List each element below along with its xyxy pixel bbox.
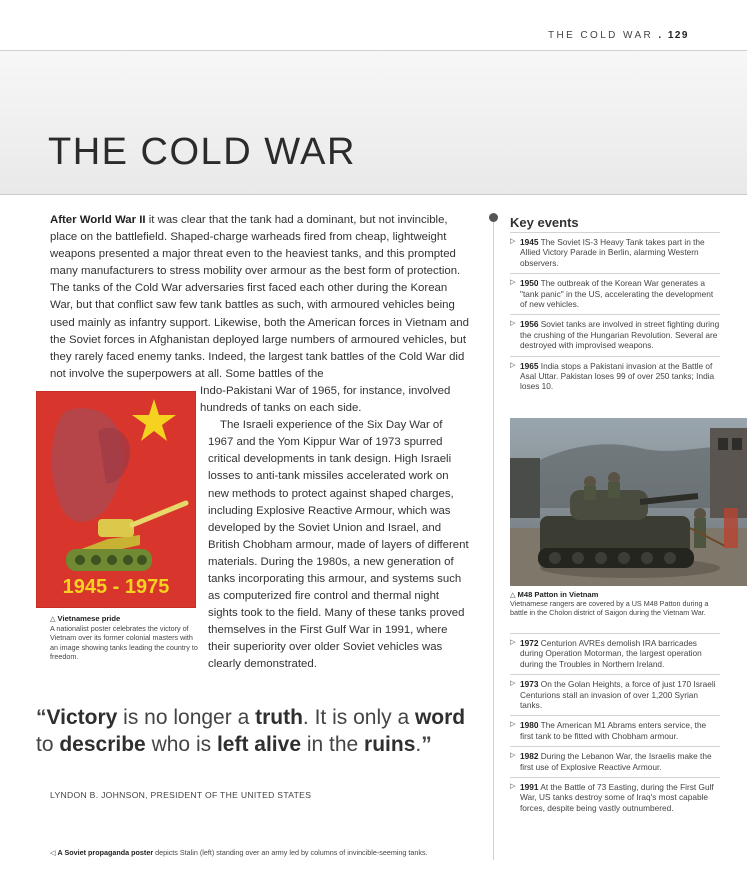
triangle-right-icon: ▷ [510, 639, 516, 646]
vietnamese-poster-image [36, 391, 196, 608]
event-year: 1980 [520, 720, 539, 731]
event-text: India stops a Pakistani invasion at the Battle of Asal Uttar. Pakistan loses 99 of over 250 tanks; India loses 10. [520, 360, 715, 392]
page-title: THE COLD WAR [48, 131, 356, 173]
event-year: 1991 [520, 782, 539, 793]
body-para1-text: it was clear that the tank had a dominant, but not invincible, place on the battlefield. Shaped-charge warheads fired from cheap, lightweight weapons presented a major threat even to the heaviest tanks, and this prompted many manufacturers to stress mobility over armour as the best form of protection. The tanks of the Cold War adversaries first faced each other during the Korean War, but that conflict saw few tank battles as such, with armoured vehicles being used mainly as infantry support. Likewise, both the American forces in Vietnam and the Soviet forces in Afghanistan deployed large numbers of armoured vehicles, but they rarely faced enemy tanks. Indeed, the largest tank battles of the Cold War did not involve the superpowers at all. Some battles of the [50, 214, 469, 380]
sidebar-rule [493, 220, 494, 860]
quote-text: . It is only a [302, 706, 415, 729]
photo-caption-heading [510, 590, 725, 599]
poster-caption [50, 614, 200, 662]
running-separator: . [658, 30, 663, 41]
key-events-top [510, 232, 720, 397]
page-number: 129 [667, 30, 689, 41]
event-year: 1965 [520, 360, 539, 371]
m48-patton-photo [510, 418, 747, 586]
title-band [0, 51, 747, 195]
quote-text: in the [301, 733, 365, 756]
event-text: At the Battle of 73 Easting, during the First Gulf War, US tanks destroy some of Iraq's most capable forces, despite being vastly outnumbered. [520, 782, 714, 813]
triangle-left-icon: ◁ [50, 848, 56, 857]
event-text: During the Lebanon War, the Israelis make the first use of Explosive Reactive Armour. [520, 751, 712, 772]
poster-caption-text: A nationalist poster celebrates the victory of Vietnam over its former colonial masters with an image showing tanks leading the country to freedom. [50, 623, 198, 662]
key-events-bottom [510, 633, 720, 818]
poster-caption-heading [50, 614, 200, 624]
quote-word: describe [59, 733, 146, 756]
triangle-right-icon: ▷ [510, 238, 516, 245]
triangle-right-icon: ▷ [510, 361, 516, 369]
event-text: Soviet tanks are involved in street fighting during the crushing of the Hungarian Revolution. Several are destroyed with improvised weapons. [520, 319, 720, 351]
quote-text: to [36, 733, 60, 756]
building-left [510, 458, 540, 518]
event-item [510, 777, 720, 818]
quote-word: left alive [216, 733, 301, 756]
photo-caption [510, 590, 725, 618]
quote-open-mark: “ [36, 706, 47, 729]
event-year: 1973 [520, 679, 539, 690]
quote-text: who is [145, 733, 217, 756]
event-text: The outbreak of the Korean War generates a "tank panic" in the US, accelerating the development of new vehicles. [520, 278, 714, 310]
pull-quote [36, 704, 466, 758]
event-item [510, 232, 720, 273]
tank-turret [98, 519, 134, 537]
triangle-right-icon: ▷ [510, 680, 516, 688]
triangle-right-icon: ▷ [510, 752, 516, 760]
photo-caption-text: Vietnamese rangers are covered by a US M48 Patton during a battle in the Cholon district of Saigon during the Vietnam War. [510, 599, 709, 618]
footnote-text: depicts Stalin (left) standing over an army led by columns of invincible-seeming tanks. [153, 848, 428, 857]
event-year: 1972 [520, 638, 539, 648]
quote-word: truth [255, 706, 303, 729]
key-events-title: Key events [510, 215, 579, 230]
poster-caption-title: Vietnamese pride [57, 614, 121, 623]
event-year: 1950 [520, 278, 539, 289]
quote-word: Victory [46, 706, 118, 729]
event-item [510, 356, 720, 397]
event-item [510, 273, 720, 314]
triangle-right-icon: ▷ [510, 279, 516, 287]
body-paragraph-2: The Israeli experience of the Six Day War of 1967 and the Yom Kippur War of 1973 spurred critical developments in tank design. High Israeli losses to anti-tank missiles accelerated work on new methods to protect against shaped charges, including Explosive Reactive Armour, which was developed by the Soviet Union and Israel, and British Chobham armour, made of layers of different materials. During the 1980s, a new generation of tanks incorporating this armour, and systems such as computerized fire control and thermal night sights took to the field. Many of these tanks proved themselves in the First Gulf War in 1991, where their superiority over older Soviet vehicles was clearly demonstrated. [208, 419, 469, 671]
footnote [50, 848, 480, 857]
event-item [510, 746, 720, 777]
event-year: 1982 [520, 751, 539, 762]
body-paragraph-1 [50, 212, 470, 383]
running-title [548, 30, 689, 41]
event-item [510, 633, 720, 674]
running-head [0, 0, 747, 51]
quote-text: . [415, 733, 422, 756]
event-item [510, 314, 720, 355]
triangle-up-icon: △ [50, 614, 56, 623]
triangle-up-icon: △ [510, 590, 516, 599]
footnote-bold: A Soviet propaganda poster [57, 848, 154, 857]
triangle-right-icon: ▷ [510, 783, 516, 791]
event-text: The American M1 Abrams enters service, the first tank to be fitted with Chobham armour. [520, 720, 707, 741]
quote-close-mark: ” [421, 733, 432, 756]
event-year: 1945 [520, 237, 539, 247]
running-title-text: THE COLD WAR [548, 30, 654, 41]
quote-word: word [414, 706, 466, 729]
event-item [510, 715, 720, 746]
triangle-right-icon: ▷ [510, 320, 516, 328]
event-text: The Soviet IS-3 Heavy Tank takes part in the Allied Victory Parade in Berlin, alarming Western observers. [520, 237, 705, 268]
sidebar-bullet-icon [489, 213, 498, 222]
triangle-right-icon: ▷ [510, 721, 516, 729]
event-text: Centurion AVREs demolish IRA barricades during Operation Motorman, the largest operation during the Troubles in Northern Ireland. [520, 638, 702, 669]
quote-author: LYNDON B. JOHNSON, PRESIDENT OF THE UNITED STATES [50, 790, 312, 800]
event-year: 1956 [520, 319, 539, 330]
poster-years: 1945 - 1975 [62, 576, 170, 598]
quote-text: is no longer a [117, 706, 256, 729]
body-paragraph-1-wrap: Indo-Pakistani War of 1965, for instance, involved hundreds of tanks on each side. [200, 384, 451, 415]
quote-word: ruins [364, 733, 416, 756]
body-lead: After World War II [50, 214, 146, 226]
event-item [510, 674, 720, 715]
photo-caption-title: M48 Patton in Vietnam [517, 590, 599, 599]
event-text: On the Golan Heights, a force of just 170 Israeli Centurions stall an invasion of over 1,200 Syrian tanks. [520, 679, 716, 711]
